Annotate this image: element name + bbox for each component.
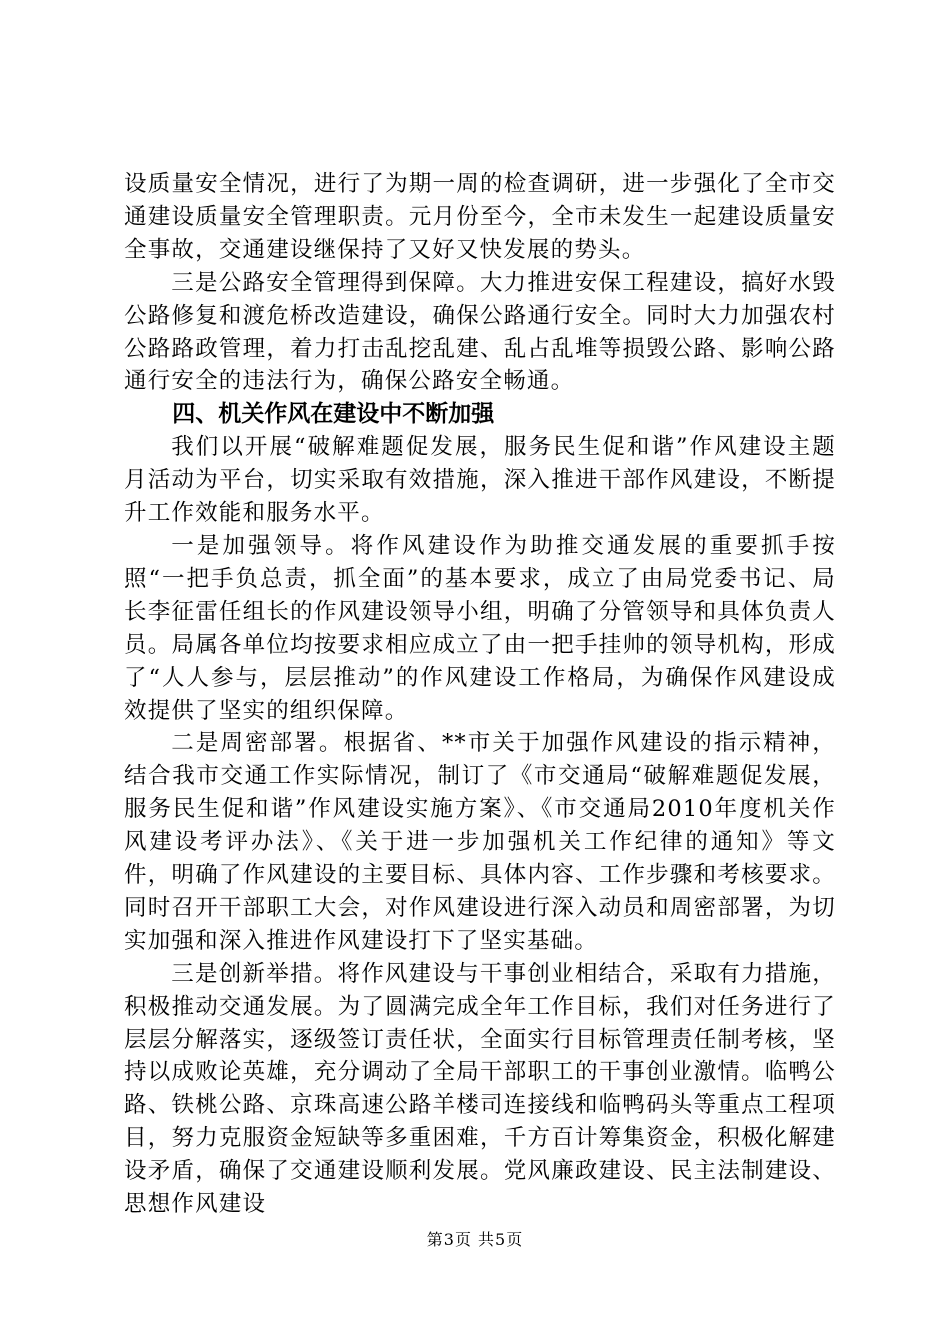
body-paragraph-4: 一是加强领导。将作风建设作为助推交通发展的重要抓手按照“一把手负总责，抓全面”的基本要求，成立了由局党委书记、局长李征雷任组长的作风建设领导小组，明确了分管领导和具体负责人员。局属各单位均按要求相应成立了由一把手挂帅的领导机构，形成了“人人参与，层层推动”的作风建设工作格局，为确保作风建设成效提供了坚实的组织保障。 <box>124 532 836 724</box>
body-paragraph-3: 我们以开展“破解难题促发展，服务民生促和谐”作风建设主题月活动为平台，切实采取有效措施，深入推进干部作风建设，不断提升工作效能和服务水平。 <box>124 434 836 527</box>
section-heading: 四、机关作风在建设中不断加强 <box>172 401 495 428</box>
body-paragraph-2: 三是公路安全管理得到保障。大力推进安保工程建设，搞好水毁公路修复和渡危桥改造建设，确保公路通行安全。同时大力加强农村公路路政管理，着力打击乱挖乱建、乱占乱堆等损毁公路、影响公路通行安全的违法行为，确保公路安全畅通。 <box>124 269 836 395</box>
document-page <box>124 168 836 1221</box>
page-footer: 第3页 共5页 <box>426 1230 524 1249</box>
body-paragraph-5: 二是周密部署。根据省、**市关于加强作风建设的指示精神，结合我市交通工作实际情况，制订了《市交通局“破解难题促发展，服务民生促和谐”作风建设实施方案》、《市交通局2010年度机关作风建设考评办法》、《关于进一步加强机关工作纪律的通知》等文件，明确了作风建设的主要目标、具体内容、工作步骤和考核要求。同时召开干部职工大会，对作风建设进行深入动员和周密部署，为切实加强和深入推进作风建设打下了坚实基础。 <box>124 730 836 954</box>
body-paragraph-6: 三是创新举措。将作风建设与干事创业相结合，采取有力措施，积极推动交通发展。为了圆满完成全年工作目标，我们对任务进行了层层分解落实，逐级签订责任状，全面实行目标管理责任制考核，坚持以成败论英雄，充分调动了全局干部职工的干事创业激情。临鸭公路、铁桃公路、京珠高速公路羊楼司连接线和临鸭码头等重点工程项目，努力克服资金短缺等多重困难，千方百计筹集资金，积极化解建设矛盾，确保了交通建设顺利发展。党风廉政建设、民主法制建设、思想作风建设 <box>124 960 836 1218</box>
body-paragraph-1: 设质量安全情况，进行了为期一周的检查调研，进一步强化了全市交通建设质量安全管理职责。元月份至今，全市未发生一起建设质量安全事故，交通建设继保持了又好又快发展的势头。 <box>124 171 836 263</box>
